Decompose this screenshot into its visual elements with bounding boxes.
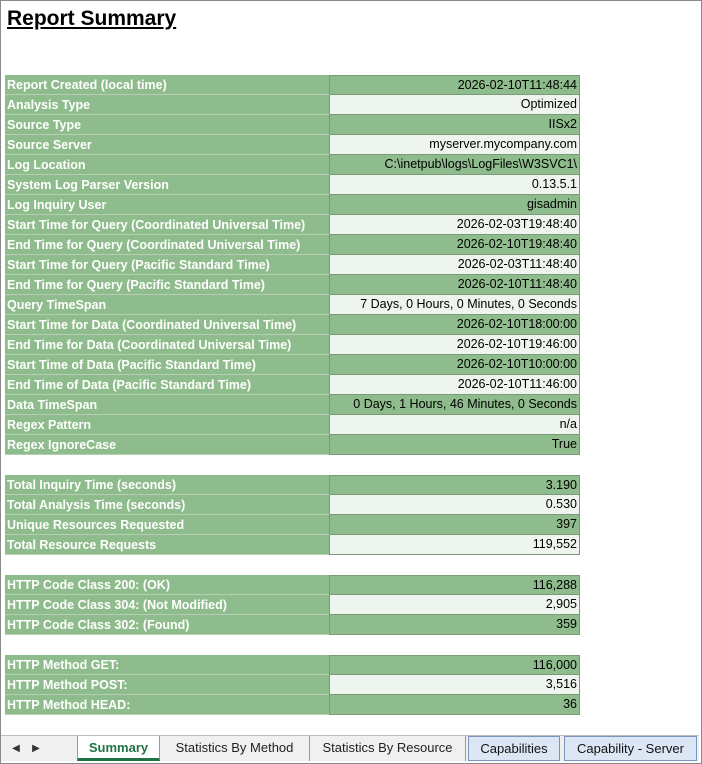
table-row [5, 215, 580, 235]
row-value[interactable]: 2026-02-10T11:48:44 [329, 75, 580, 95]
row-value[interactable]: 2026-02-10T19:48:40 [329, 235, 580, 255]
table-row [5, 395, 580, 415]
table-row [5, 295, 580, 315]
row-value[interactable]: 3.190 [329, 475, 580, 495]
table-row [5, 235, 580, 255]
table-row [5, 475, 580, 495]
table-row [5, 75, 580, 95]
report-info-section [5, 75, 580, 455]
row-label[interactable]: Log Location [5, 155, 329, 175]
row-label[interactable]: System Log Parser Version [5, 175, 329, 195]
row-label[interactable]: HTTP Code Class 200: (OK) [5, 575, 329, 595]
table-row [5, 255, 580, 275]
row-label[interactable]: Total Analysis Time (seconds) [5, 495, 329, 515]
row-label[interactable]: End Time for Data (Coordinated Universal Time) [5, 335, 329, 355]
row-label[interactable]: Start Time for Data (Coordinated Universal Time) [5, 315, 329, 335]
table-row [5, 695, 580, 715]
http-code-section [5, 575, 580, 635]
table-row [5, 135, 580, 155]
row-value[interactable]: 2026-02-10T10:00:00 [329, 355, 580, 375]
row-label[interactable]: Analysis Type [5, 95, 329, 115]
row-value[interactable]: 36 [329, 695, 580, 715]
row-label[interactable]: Log Inquiry User [5, 195, 329, 215]
row-label[interactable]: End Time of Data (Pacific Standard Time) [5, 375, 329, 395]
row-label[interactable]: Unique Resources Requested [5, 515, 329, 535]
row-label[interactable]: Source Type [5, 115, 329, 135]
row-label[interactable]: HTTP Method GET: [5, 655, 329, 675]
table-row [5, 175, 580, 195]
row-label[interactable]: Start Time of Data (Pacific Standard Time) [5, 355, 329, 375]
row-value[interactable]: 116,000 [329, 655, 580, 675]
row-label[interactable]: Regex Pattern [5, 415, 329, 435]
row-label[interactable]: Data TimeSpan [5, 395, 329, 415]
table-row [5, 195, 580, 215]
table-row [5, 375, 580, 395]
row-value[interactable]: IISx2 [329, 115, 580, 135]
table-row [5, 535, 580, 555]
row-label[interactable]: Source Server [5, 135, 329, 155]
row-label[interactable]: Start Time for Query (Pacific Standard Time) [5, 255, 329, 275]
table-row [5, 335, 580, 355]
row-value[interactable]: gisadmin [329, 195, 580, 215]
row-label[interactable]: HTTP Code Class 304: (Not Modified) [5, 595, 329, 615]
tab-scroll-right-icon[interactable]: ▶ [32, 743, 40, 754]
table-row [5, 675, 580, 695]
row-value[interactable]: 2026-02-10T11:46:00 [329, 375, 580, 395]
table-row [5, 115, 580, 135]
table-row [5, 655, 580, 675]
report-title: Report Summary [7, 7, 177, 30]
row-value[interactable]: Optimized [329, 95, 580, 115]
row-value[interactable]: n/a [329, 415, 580, 435]
table-row [5, 275, 580, 295]
row-value[interactable]: 397 [329, 515, 580, 535]
tab-statistics-by-method[interactable]: Statistics By Method [160, 736, 310, 761]
row-label[interactable]: End Time for Query (Coordinated Universal Time) [5, 235, 329, 255]
row-value[interactable]: True [329, 435, 580, 455]
row-value[interactable]: 2026-02-10T19:46:00 [329, 335, 580, 355]
table-row [5, 495, 580, 515]
row-label[interactable]: Total Resource Requests [5, 535, 329, 555]
row-value[interactable]: 359 [329, 615, 580, 635]
table-row [5, 575, 580, 595]
row-value[interactable]: 0.13.5.1 [329, 175, 580, 195]
row-label[interactable]: Total Inquiry Time (seconds) [5, 475, 329, 495]
sheet-tab-bar [1, 735, 699, 761]
row-label[interactable]: HTTP Method POST: [5, 675, 329, 695]
tab-summary[interactable]: Summary [77, 736, 160, 761]
table-row [5, 315, 580, 335]
row-label[interactable]: HTTP Code Class 302: (Found) [5, 615, 329, 635]
row-value[interactable]: 7 Days, 0 Hours, 0 Minutes, 0 Seconds [329, 295, 580, 315]
http-method-section [5, 655, 580, 715]
row-value[interactable]: myserver.mycompany.com [329, 135, 580, 155]
row-label[interactable]: Query TimeSpan [5, 295, 329, 315]
table-row [5, 435, 580, 455]
tab-capabilities[interactable]: Capabilities [468, 736, 560, 761]
table-row [5, 615, 580, 635]
row-value[interactable]: 119,552 [329, 535, 580, 555]
row-value[interactable]: 2026-02-10T18:00:00 [329, 315, 580, 335]
table-row [5, 595, 580, 615]
table-row [5, 155, 580, 175]
row-value[interactable]: 2026-02-10T11:48:40 [329, 275, 580, 295]
tab-statistics-by-resource[interactable]: Statistics By Resource [310, 736, 466, 761]
totals-section [5, 475, 580, 555]
row-label[interactable]: Regex IgnoreCase [5, 435, 329, 455]
table-row [5, 515, 580, 535]
table-row [5, 415, 580, 435]
table-row [5, 355, 580, 375]
row-label[interactable]: HTTP Method HEAD: [5, 695, 329, 715]
row-value[interactable]: 0.530 [329, 495, 580, 515]
row-value[interactable]: 2,905 [329, 595, 580, 615]
row-value[interactable]: C:\inetpub\logs\LogFiles\W3SVC1\ [329, 155, 580, 175]
tab-scroll-left-icon[interactable]: ◀ [12, 743, 20, 754]
row-label[interactable]: Report Created (local time) [5, 75, 329, 95]
row-label[interactable]: End Time for Query (Pacific Standard Time) [5, 275, 329, 295]
tab-capability-server[interactable]: Capability - Server [564, 736, 697, 761]
row-value[interactable]: 2026-02-03T11:48:40 [329, 255, 580, 275]
row-value[interactable]: 0 Days, 1 Hours, 46 Minutes, 0 Seconds [329, 395, 580, 415]
row-value[interactable]: 2026-02-03T19:48:40 [329, 215, 580, 235]
row-value[interactable]: 116,288 [329, 575, 580, 595]
row-label[interactable]: Start Time for Query (Coordinated Universal Time) [5, 215, 329, 235]
table-row [5, 95, 580, 115]
row-value[interactable]: 3,516 [329, 675, 580, 695]
